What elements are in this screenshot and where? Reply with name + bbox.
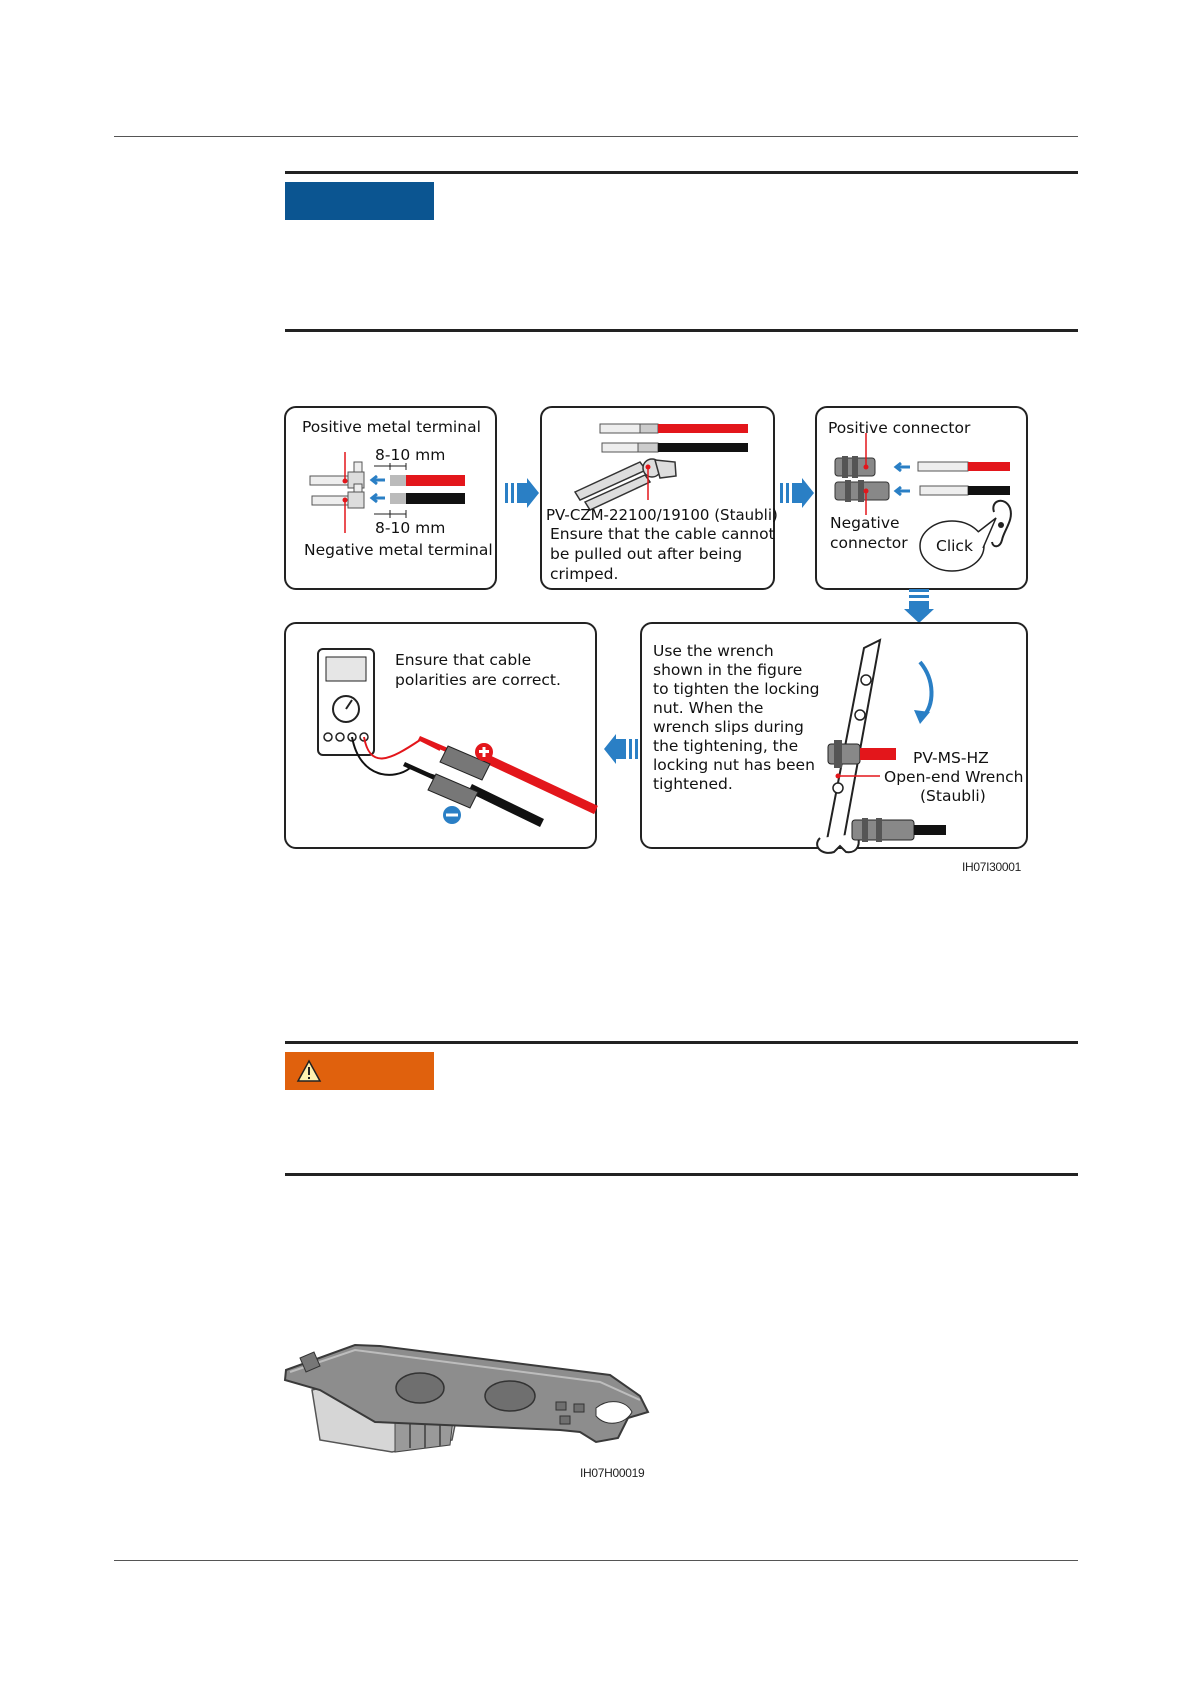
wrench-tool-line-2: Open-end Wrench <box>884 768 1024 786</box>
polarity-note-line-1: Ensure that cable <box>395 651 532 669</box>
crimp-note-line-3: crimped. <box>550 565 619 583</box>
wrench-instruction-line-6: the tightening, the <box>653 737 799 755</box>
figure-2-code: IH07H00019 <box>580 1466 645 1480</box>
polarity-note-line-2: polarities are correct. <box>395 671 561 689</box>
dimension-top-label: 8-10 mm <box>375 446 446 464</box>
crimp-note-line-1: Ensure that the cable cannot <box>550 525 775 543</box>
wrench-instruction-line-7: locking nut has been <box>653 756 815 774</box>
wrench-tool-line-1: PV-MS-HZ <box>913 749 989 767</box>
click-label: Click <box>936 537 973 555</box>
figure-1-code: IH07I30001 <box>962 860 1022 874</box>
wrench-instruction-line-4: nut. When the <box>653 699 764 717</box>
negative-connector-label-line-2: connector <box>830 534 908 552</box>
wrench-tool-line-3: (Staubli) <box>920 787 986 805</box>
negative-metal-terminal-label: Negative metal terminal <box>304 541 493 559</box>
positive-connector-label: Positive connector <box>828 419 971 437</box>
negative-connector-label-line-1: Negative <box>830 514 900 532</box>
open-end-wrench-icon <box>285 1345 648 1452</box>
wrench-instruction-line-3: to tighten the locking <box>653 680 820 698</box>
wrench-instruction-line-2: shown in the figure <box>653 661 803 679</box>
crimping-tool-label: PV-CZM-22100/19100 (Staubli) <box>546 506 778 524</box>
crimp-note-line-2: be pulled out after being <box>550 545 743 563</box>
wrench-instruction-line-8: tightened. <box>653 775 733 793</box>
wrench-instruction-line-1: Use the wrench <box>653 642 774 660</box>
positive-metal-terminal-label: Positive metal terminal <box>302 418 481 436</box>
wrench-instruction-line-5: wrench slips during <box>653 718 804 736</box>
dimension-bottom-label: 8-10 mm <box>375 519 446 537</box>
